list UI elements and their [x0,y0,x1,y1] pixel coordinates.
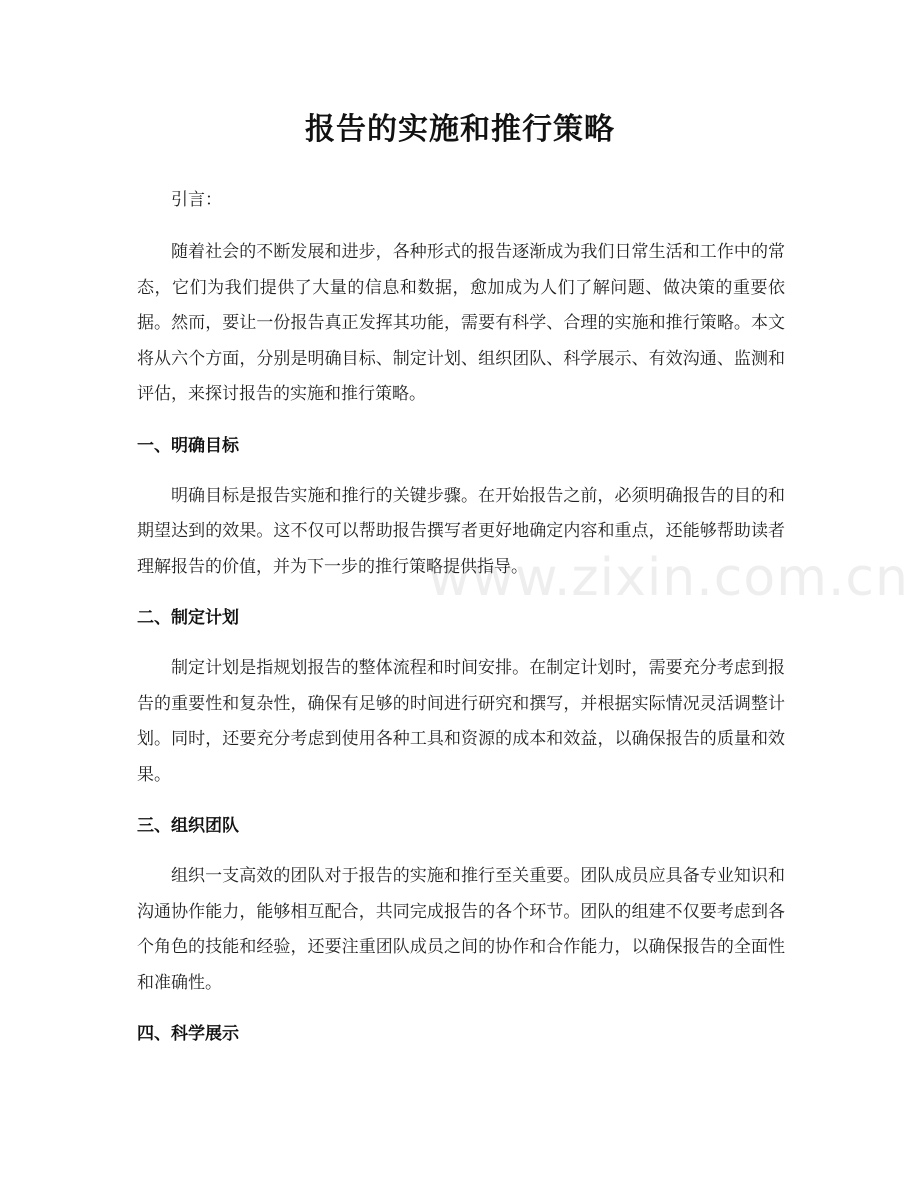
intro-paragraph: 随着社会的不断发展和进步，各种形式的报告逐渐成为我们日常生活和工作中的常态，它们为我们提供了大量的信息和数据，愈加成为人们了解问题、做决策的重要依据。然而，要让一份报告真正发挥其功能，需要有科学、合理的实施和推行策略。本文将从六个方面，分别是明确目标、制定计划、组织团队、科学展示、有效沟通、监测和评估，来探讨报告的实施和推行策略。 [137,242,785,404]
section-3-paragraph: 组织一支高效的团队对于报告的实施和推行至关重要。团队成员应具备专业知识和沟通协作能力，能够相互配合，共同完成报告的各个环节。团队的组建不仅要考虑到各个角色的技能和经验，还要注重团队成员之间的协作和合作能力，以确保报告的全面性和准确性。 [137,866,785,993]
section-2-heading: 二、制定计划 [137,608,239,628]
section-2-paragraph: 制定计划是指规划报告的整体流程和时间安排。在制定计划时，需要充分考虑到报告的重要性和复杂性，确保有足够的时间进行研究和撰写，并根据实际情况灵活调整计划。同时，还要充分考虑到使用各种工具和资源的成本和效益，以确保报告的质量和效果。 [137,658,785,785]
section-3-heading: 三、组织团队 [137,816,239,836]
watermark: www.zixin.com.cn [428,548,909,608]
section-1-paragraph: 明确目标是报告实施和推行的关键步骤。在开始报告之前，必须明确报告的目的和期望达到的效果。这不仅可以帮助报告撰写者更好地确定内容和重点，还能够帮助读者理解报告的价值，并为下一步的推行策略提供指导。 [137,485,785,577]
section-1-heading: 一、明确目标 [137,435,239,456]
intro-label: 引言： [171,190,222,210]
document-title: 报告的实施和推行策略 [305,112,615,147]
section-4-heading: 四、科学展示 [137,1024,239,1044]
document-body [137,182,785,1067]
